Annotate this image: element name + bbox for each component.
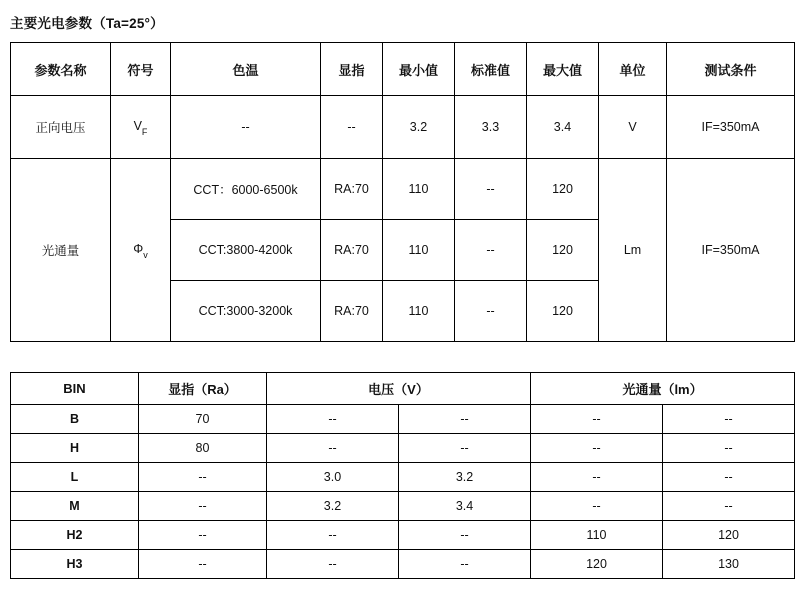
- bin-cell-bin: H: [11, 434, 139, 463]
- bin-cell-ra: 80: [139, 434, 267, 463]
- bin-cell-bin: H3: [11, 550, 139, 579]
- spec-cell-typ: --: [455, 281, 527, 342]
- bin-cell-ra: --: [139, 463, 267, 492]
- spec-cell-cct: --: [171, 96, 321, 159]
- spec-cell-symbol: [111, 159, 171, 342]
- bin-cell-lm1: --: [531, 492, 663, 521]
- bin-cell-ra: --: [139, 521, 267, 550]
- bin-cell-bin: M: [11, 492, 139, 521]
- table-row: [11, 434, 795, 463]
- spec-cell-typ: --: [455, 220, 527, 281]
- bin-header-voltage: 电压（V）: [267, 373, 531, 405]
- spec-cell-ra: RA:70: [321, 220, 383, 281]
- symbol-text: Φ: [133, 241, 144, 256]
- bin-cell-lm2: 120: [663, 521, 795, 550]
- bin-cell-v1: --: [267, 521, 399, 550]
- spec-cell-symbol: [111, 96, 171, 159]
- spec-cell-min: 110: [383, 281, 455, 342]
- spec-cell-name: 正向电压: [11, 96, 111, 159]
- bin-cell-lm2: --: [663, 492, 795, 521]
- spec-cell-min: 3.2: [383, 96, 455, 159]
- spec-cell-min: 110: [383, 159, 455, 220]
- bin-cell-lm1: --: [531, 463, 663, 492]
- spec-cell-unit: Lm: [599, 159, 667, 342]
- table-row: [11, 463, 795, 492]
- spec-header-min: 最小值: [383, 43, 455, 96]
- bin-cell-ra: 70: [139, 405, 267, 434]
- bin-cell-v1: --: [267, 434, 399, 463]
- bin-cell-v1: 3.2: [267, 492, 399, 521]
- bin-cell-lm2: --: [663, 463, 795, 492]
- spec-header-max: 最大值: [527, 43, 599, 96]
- spec-table: [10, 42, 795, 342]
- spec-cell-ra: --: [321, 96, 383, 159]
- table-row: [11, 521, 795, 550]
- spec-cell-condition: IF=350mA: [667, 96, 795, 159]
- spec-header-condition: 测试条件: [667, 43, 795, 96]
- bin-cell-lm1: 110: [531, 521, 663, 550]
- table-row: [11, 405, 795, 434]
- spec-cell-min: 110: [383, 220, 455, 281]
- bin-cell-lm1: --: [531, 434, 663, 463]
- spec-header-name: 参数名称: [11, 43, 111, 96]
- bin-header-ra: 显指（Ra）: [139, 373, 267, 405]
- bin-cell-v2: --: [399, 405, 531, 434]
- spec-cell-max: 120: [527, 281, 599, 342]
- table-row: [11, 492, 795, 521]
- bin-cell-v2: 3.2: [399, 463, 531, 492]
- bin-cell-v1: --: [267, 405, 399, 434]
- spec-cell-max: 3.4: [527, 96, 599, 159]
- bin-cell-v2: 3.4: [399, 492, 531, 521]
- bin-cell-lm2: --: [663, 405, 795, 434]
- bin-cell-v1: 3.0: [267, 463, 399, 492]
- bin-cell-bin: H2: [11, 521, 139, 550]
- bin-cell-lm1: 120: [531, 550, 663, 579]
- spec-cell-ra: RA:70: [321, 159, 383, 220]
- spec-header-cct: 色温: [171, 43, 321, 96]
- bin-cell-ra: --: [139, 492, 267, 521]
- spec-header-typ: 标准值: [455, 43, 527, 96]
- bin-cell-v2: --: [399, 521, 531, 550]
- spec-header-unit: 单位: [599, 43, 667, 96]
- spec-cell-cct: CCT:3800-4200k: [171, 220, 321, 281]
- spec-cell-unit: V: [599, 96, 667, 159]
- bin-table: [10, 372, 795, 579]
- spec-header-ra: 显指: [321, 43, 383, 96]
- spec-cell-ra: RA:70: [321, 281, 383, 342]
- spec-header-symbol: 符号: [111, 43, 171, 96]
- page-title: 主要光电参数（Ta=25°）: [10, 16, 164, 31]
- symbol-subscript: F: [141, 127, 148, 138]
- table-spacer: [8, 342, 792, 372]
- spec-table-header-row: [11, 43, 795, 96]
- bin-cell-bin: L: [11, 463, 139, 492]
- spec-cell-max: 120: [527, 220, 599, 281]
- bin-table-header-row: [11, 373, 795, 405]
- bin-cell-v2: --: [399, 434, 531, 463]
- spec-cell-name: 光通量: [11, 159, 111, 342]
- spec-cell-cct: CCT:3000-3200k: [171, 281, 321, 342]
- table-row: [11, 159, 795, 220]
- bin-header-flux: 光通量（lm）: [531, 373, 795, 405]
- bin-cell-bin: B: [11, 405, 139, 434]
- spec-cell-max: 120: [527, 159, 599, 220]
- bin-cell-lm1: --: [531, 405, 663, 434]
- table-row: [11, 96, 795, 159]
- bin-cell-ra: --: [139, 550, 267, 579]
- symbol-text: V: [133, 118, 142, 133]
- bin-cell-lm2: 130: [663, 550, 795, 579]
- bin-cell-v1: --: [267, 550, 399, 579]
- spec-cell-typ: --: [455, 159, 527, 220]
- symbol-subscript: v: [143, 250, 148, 261]
- table-row: [11, 550, 795, 579]
- spec-cell-cct: CCT：6000-6500k: [171, 159, 321, 220]
- bin-header-bin: BIN: [11, 373, 139, 405]
- spec-cell-typ: 3.3: [455, 96, 527, 159]
- spec-cell-condition: IF=350mA: [667, 159, 795, 342]
- bin-cell-lm2: --: [663, 434, 795, 463]
- bin-cell-v2: --: [399, 550, 531, 579]
